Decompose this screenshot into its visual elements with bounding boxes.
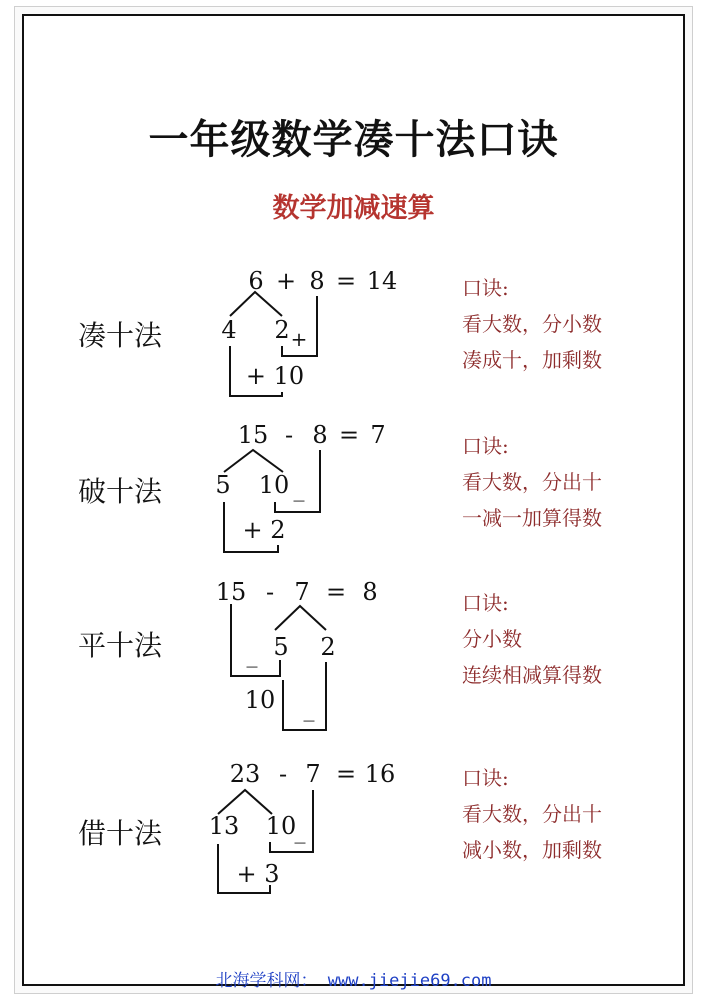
eq3-result: 8 xyxy=(362,578,378,606)
split3-right: 2 xyxy=(320,633,336,661)
step3: 10 xyxy=(244,686,276,714)
eq4-a: 23 xyxy=(229,760,261,788)
method-name-1: 凑十法 xyxy=(78,319,163,352)
rhyme-3-line-2: 连续相减算得数 xyxy=(462,663,602,687)
eq2-op: - xyxy=(284,421,294,449)
eq2-b: 8 xyxy=(312,421,328,449)
eq1-eq: = xyxy=(335,267,357,295)
eq3-b: 7 xyxy=(294,578,310,606)
split3-left: 5 xyxy=(273,633,289,661)
rhyme-4 xyxy=(462,760,602,868)
rhyme-3 xyxy=(462,585,602,693)
rhyme-4-label: 口诀: xyxy=(462,766,509,790)
split4-right: 10 xyxy=(265,812,297,840)
method-name-3: 平十法 xyxy=(78,629,163,662)
method-name-4: 借十法 xyxy=(78,817,163,850)
rhyme-2-label: 口诀: xyxy=(462,434,509,458)
eq3-eq: = xyxy=(325,578,347,606)
rhyme-2-line-1: 看大数，分出十 xyxy=(462,470,602,494)
rhyme-2 xyxy=(462,428,602,536)
split-branch-1 xyxy=(230,292,282,316)
split2-right: 10 xyxy=(258,471,290,499)
split-branch-3 xyxy=(275,606,326,630)
rhyme-3-label: 口诀: xyxy=(462,591,509,615)
rhyme-1-line-2: 凑成十，加剩数 xyxy=(462,348,602,372)
eq3-a: 15 xyxy=(215,578,247,606)
eq1-result: 14 xyxy=(366,267,398,295)
rhyme-3-line-1: 分小数 xyxy=(462,627,522,651)
rhyme-4-line-2: 减小数，加剩数 xyxy=(462,838,602,862)
split1-op: + xyxy=(290,327,308,351)
split2-op: _ xyxy=(293,477,305,502)
page-subtitle: 数学加减速算 xyxy=(272,193,435,224)
eq1-op: + xyxy=(275,267,297,295)
step2: + 2 xyxy=(242,516,286,544)
split1-left: 4 xyxy=(221,316,237,344)
rhyme-1-label: 口诀: xyxy=(462,276,509,300)
eq4-result: 16 xyxy=(364,760,396,788)
split2-left: 5 xyxy=(215,471,231,499)
split3-op-left: _ xyxy=(246,643,258,668)
eq4-eq: = xyxy=(335,760,357,788)
rhyme-1 xyxy=(462,270,602,378)
eq4-b: 7 xyxy=(305,760,321,788)
rhyme-4-line-1: 看大数，分出十 xyxy=(462,802,602,826)
split1-right: 2 xyxy=(274,316,290,344)
eq1-b: 8 xyxy=(309,267,325,295)
eq2-eq: = xyxy=(338,421,360,449)
step1: + 10 xyxy=(245,362,305,390)
split-branch-2 xyxy=(224,450,283,472)
page-title: 一年级数学凑十法口诀 xyxy=(148,117,559,163)
footer-watermark: 北海学科网： www.jiejie69.com xyxy=(215,971,492,991)
eq3-op: - xyxy=(265,578,275,606)
split3-op-bottom: _ xyxy=(303,697,315,722)
rhyme-2-line-2: 一减一加算得数 xyxy=(462,506,602,530)
eq1-a: 6 xyxy=(248,267,264,295)
split-branch-4 xyxy=(218,790,272,814)
split4-left: 13 xyxy=(208,812,240,840)
method-name-2: 破十法 xyxy=(78,475,163,508)
rhyme-1-line-1: 看大数，分小数 xyxy=(462,312,602,336)
eq4-op: - xyxy=(278,760,288,788)
eq2-result: 7 xyxy=(370,421,386,449)
split4-op: _ xyxy=(294,819,306,844)
step4: + 3 xyxy=(236,860,280,888)
eq2-a: 15 xyxy=(237,421,269,449)
